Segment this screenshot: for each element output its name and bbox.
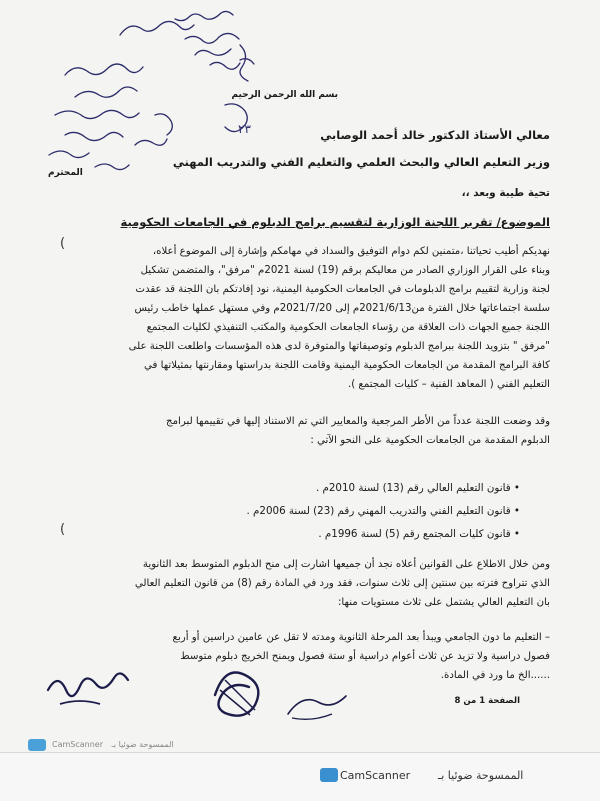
- bismillah-heading: بسم الله الرحمن الرحيم: [231, 90, 338, 100]
- paragraph-line: لجنة وزارية لتقييم برامج الدبلومات في الجامعات الحكومية اليمنية، نود إفادتكم بان اللجنة قد عقدت: [135, 284, 550, 295]
- signature-right: [282, 688, 352, 728]
- camscanner-footer-icon: [320, 768, 338, 782]
- honorific: المحترم: [48, 168, 83, 178]
- signature-left: [40, 660, 150, 720]
- paragraph-line: سلسة اجتماعاتها خلال الفترة من2021/6/13م إلى 2021/7/20م وفي مستهل عملها خاطب رئيس: [134, 303, 550, 314]
- camscanner-footer-label-en: CamScanner: [340, 769, 411, 782]
- paragraph-line: فصول دراسية ولا تزيد عن ثلاث أعوام دراسية أو ستة فصول ويمنح الخريج دبلوم متوسط: [180, 651, 550, 662]
- paragraph-line: – التعليم ما دون الجامعي ويبدأ بعد المرحلة الثانوية ومدته لا تقل عن عامين دراسين أو أربع: [172, 632, 550, 643]
- law-item: • قانون التعليم العالي رقم (13) لسنة 2010م .: [315, 482, 520, 494]
- paragraph-findings: [135, 555, 550, 612]
- paragraph-line: التعليم الفني ( المعاهد الفنية – كليات المجتمع ).: [347, 379, 550, 390]
- paragraph-line: وقد وضعت اللجنة عدداً من الأطر المرجعية والمعايير التي تم الاستناد إليها في تقييمها لبرامج: [166, 416, 550, 427]
- marginal-number: ٢٣: [238, 122, 251, 136]
- paragraph-line: بان التعليم العالي يشتمل على ثلاث مستويات منها:: [337, 597, 550, 608]
- camscanner-footer-label-ar: الممسوحة ضوئيا بـ: [438, 769, 524, 782]
- signature-center: [205, 655, 275, 725]
- subject-line: الموضوع/ تقرير اللجنة الوزارية لتقسيم برامج الدبلوم في الجامعات الحكومية: [120, 215, 550, 229]
- paragraph-line: وبناء على القرار الوزاري الصادر من معاليكم برقم (19) لسنة 2021م "مرفق"، والمتضمن تشكيل: [140, 265, 550, 276]
- paragraph-line: "مرفق " بتزويد اللجنة ببرامج الدبلوم وتوصيفاتها والمتوفرة لدى هذه المؤسسات واطلعت اللجنة على: [128, 341, 550, 352]
- paragraph-line: ومن خلال الاطلاع على القوانين أعلاه نجد أن جميعها اشارت إلى منح الدبلوم المتوسط بعد الثانوية: [142, 559, 550, 570]
- greeting: تحية طيبة وبعد ،،: [461, 187, 550, 199]
- paragraph-line: الذي تتراوح فترته بين سنتين إلى ثلاث سنوات، فقد ورد في المادة رقم (8) من قانون التعليم العالي: [134, 578, 550, 589]
- paragraph-line: نهديكم أطيب تحياتنا ،متمنين لكم دوام التوفيق والسداد في مهامكم وإشارة إلى الموضوع أعلاه،: [152, 246, 550, 257]
- paragraph-intro: [129, 242, 550, 394]
- punch-hole-mark: (: [60, 522, 66, 537]
- minister-title-line: وزير التعليم العالي والبحث العلمي والتعليم الفني والتدريب المهني: [172, 155, 550, 169]
- page-number: الصفحة 1 من 8: [454, 696, 520, 706]
- paragraph-line: ......الخ ما ورد في المادة.: [440, 670, 550, 681]
- camscanner-logo-icon: [28, 739, 46, 751]
- recipient-line: معالي الأستاذ الدكتور خالد أحمد الوصابي: [320, 128, 550, 142]
- law-item: • قانون التعليم الفني والتدريب المهني رقم (23) لسنة 2006م .: [246, 505, 520, 517]
- paragraph-criteria: [166, 412, 550, 450]
- punch-hole-mark: (: [60, 236, 66, 251]
- paragraph-line: كافة البرامج المقدمة من الجامعات الحكومية اليمنية وقامت اللجنة بدراستها ومقارنتها بمثيلاتها في: [143, 360, 550, 371]
- paragraph-line: اللجنة جميع الجهات ذات العلاقة من رؤساء الجامعات الحكومية والمكتب التنفيذي لكليات المجتمع: [146, 322, 550, 333]
- camscanner-watermark: CamScanner الممسوحة ضوئيا بـ: [52, 740, 174, 749]
- law-item: • قانون كليات المجتمع رقم (5) لسنة 1996م .: [318, 528, 520, 540]
- paragraph-line: الدبلوم المقدمة من الجامعات الحكومية على النحو الآتي :: [310, 435, 550, 446]
- camscanner-footer-bar: [0, 752, 600, 801]
